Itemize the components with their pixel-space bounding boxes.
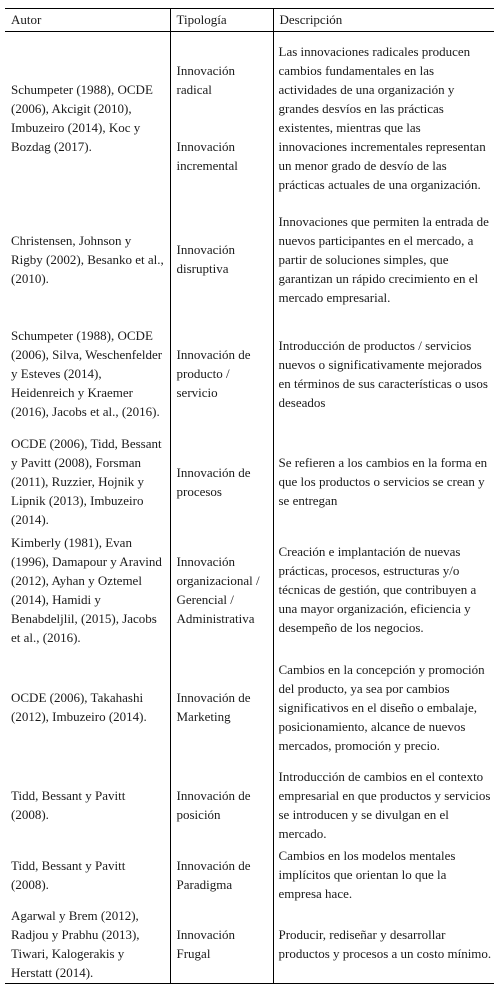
innovation-typology-table: [5, 8, 494, 984]
table-row: [5, 649, 494, 766]
cell-autor: OCDE (2006), Takahashi (2012), Imbuzeiro (2014).: [11, 690, 147, 724]
header-descripcion: Descripción: [273, 9, 494, 32]
table-row: [5, 766, 494, 845]
table-header: [5, 9, 494, 32]
table-row: [5, 315, 494, 433]
tipologia-radical: Innovación radical: [176, 62, 235, 97]
cell-descripcion: Introducción de productos / servicios nuevos o significativamente mejorados en términos de sus características o usos deseados: [278, 337, 488, 410]
cell-autor: Tidd, Bessant y Pavitt (2008).: [11, 857, 126, 892]
cell-descripcion: Cambios en la concepción y promoción del producto, ya sea por cambios significativos en el diseño o embalaje, posicionamiento, alcance de nuevos mercados, promoción y precio.: [278, 661, 485, 753]
cell-tipologia: Innovación de Paradigma: [170, 845, 273, 905]
cell-descripcion: Innovaciones que permiten la entrada de nuevos participantes en el mercado, a partir de soluciones simples, que garantizan un rápido crecimiento en el mercado empresarial.: [278, 213, 489, 305]
cell-autor: OCDE (2006), Tidd, Bessant y Pavitt (2008), Forsman (2011), Ruzzier, Hojnik y Lipnik (2013), Imbuzeiro (2014).: [11, 436, 162, 527]
cell-autor: Christensen, Johnson y Rigby (2002), Besanko et al.,(2010).: [11, 232, 164, 286]
cell-autor: Schumpeter (1988), OCDE (2006), Akcigit (2010), Imbuzeiro (2014), Koc y Bozdag (2017).: [11, 81, 153, 154]
table-row: [5, 433, 494, 531]
cell-autor: Agarwal y Brem (2012), Radjou y Prabhu (2013), Tiwari, Kalogerakis y Herstatt (2014).: [5, 905, 170, 984]
cell-tipologia: Innovación de procesos: [170, 433, 273, 531]
header-autor: Autor: [5, 9, 170, 32]
table-body: [5, 32, 494, 984]
table-row: [5, 531, 494, 649]
cell-descripcion: Creación e implantación de nuevas prácticas, procesos, estructuras y/o técnicas de gestión, que contribuyen a una mayor organización, eficiencia y desempeño de los negocios.: [278, 544, 477, 635]
table-row: [5, 845, 494, 905]
cell-tipologia: [170, 32, 273, 204]
cell-tipologia: Innovación organizacional / Gerencial / Administrativa: [170, 531, 273, 649]
cell-tipologia: Innovación de producto / servicio: [170, 315, 273, 433]
cell-descripcion: Introducción de cambios en el contexto empresarial en que productos y servicios se introducen y se divulgan en el mercado.: [278, 769, 491, 841]
cell-descripcion: Se refieren a los cambios en la forma en que los productos o servicios se crean y se entregan: [278, 455, 488, 508]
header-row: [5, 9, 494, 32]
cell-tipologia: Innovación disruptiva: [170, 204, 273, 315]
cell-autor: Schumpeter (1988), OCDE (2006), Silva, Weschenfelder y Esteves (2014), Heidenreich y Kraemer (2016), Jacobs et al., (2016).: [11, 328, 163, 419]
table-row: [5, 905, 494, 984]
cell-descripcion: Producir, rediseñar y desarrollar productos y procesos a un costo mínimo.: [273, 905, 494, 984]
cell-descripcion: Cambios en los modelos mentales implícitos que orientan lo que la empresa hace.: [278, 848, 456, 901]
header-tipologia: Tipología: [170, 9, 273, 32]
cell-autor: Tidd, Bessant y Pavitt (2008).: [11, 788, 126, 822]
cell-tipologia: Innovación Frugal: [170, 905, 273, 984]
table-row: [5, 32, 494, 204]
table-row: [5, 204, 494, 315]
tipologia-incremental: Innovación incremental: [176, 138, 238, 173]
cell-tipologia: Innovación de Marketing: [170, 649, 273, 766]
cell-tipologia: Innovación de posición: [170, 766, 273, 845]
cell-autor: Kimberly (1981), Evan (1996), Damapour y Aravind (2012), Ayhan y Oztemel (2014), Hamidi y Benabdeljlil, (2015), Jacobs et al., (2016).: [11, 534, 162, 645]
cell-descripcion: Las innovaciones radicales producen cambios fundamentales en las actividades de una organización y grandes desvíos en las prácticas existentes, mientras que las innovaciones incrementales representan un menor grado de desvío de las prácticas actuales de una organización.: [278, 43, 486, 192]
